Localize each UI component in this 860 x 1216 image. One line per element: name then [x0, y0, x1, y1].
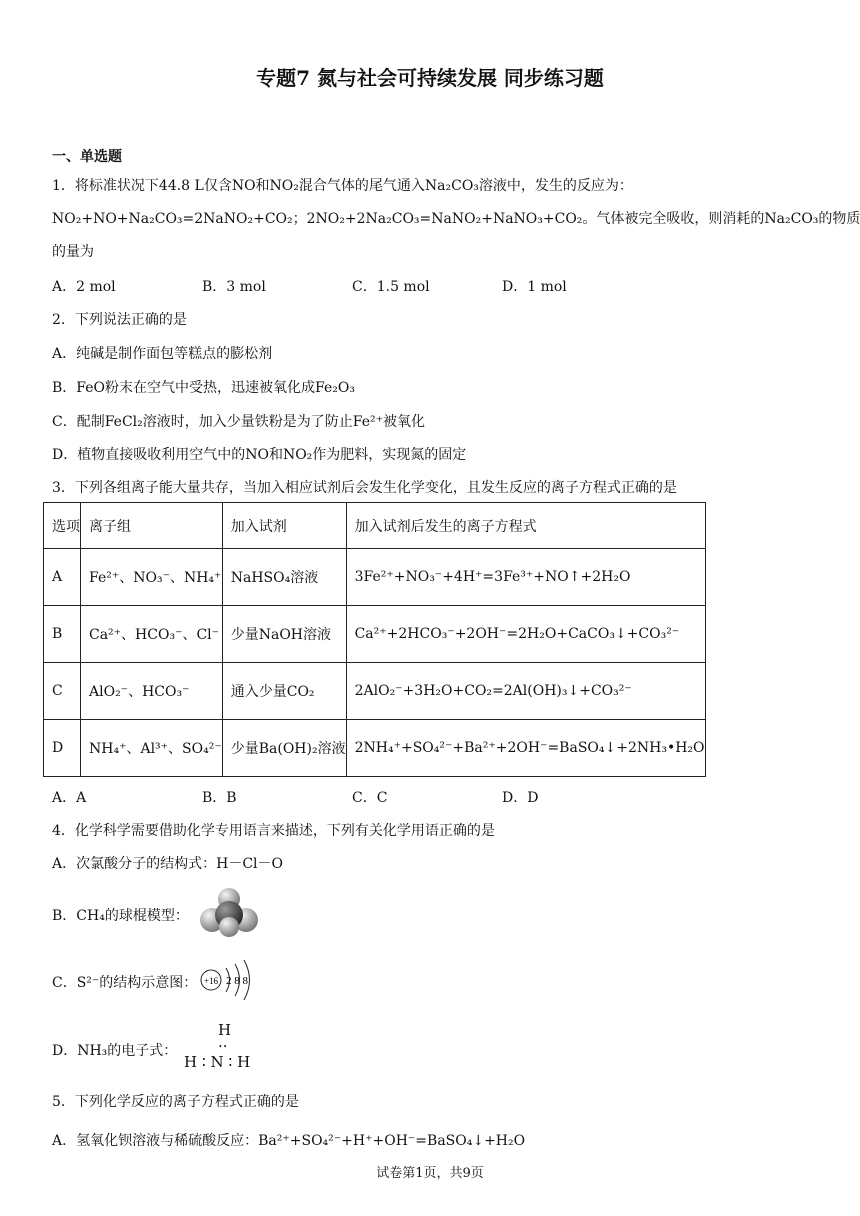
table-cell: NaHSO₄溶液 [222, 549, 346, 606]
q1-stem-line2: NO₂+NO+Na₂CO₃=2NaNO₂+CO₂；2NO₂+2Na₂CO₃=NaNO₂+NaNO₃+CO₂。气体被完全吸收，则消耗的Na₂CO₃的物质 [52, 211, 860, 227]
table-row [44, 720, 706, 777]
ammonia-electron-formula [184, 1021, 264, 1075]
table-header-cell: 加入试剂 [222, 503, 346, 549]
table-header-row [44, 503, 706, 549]
table-cell: Fe²⁺、NO₃⁻、NH₄⁺ [81, 549, 223, 606]
q5-stem: 5．下列化学反应的离子方程式正确的是 [52, 1094, 299, 1110]
ch4-ball-model-image [198, 886, 260, 938]
q4-option-d: D．NH₃的电子式： [52, 1043, 178, 1059]
q1-stem-line1: 1．将标准状况下44.8 L仅含NO和NO₂混合气体的尾气通入Na₂CO₃溶液中，发生的反应为： [52, 178, 633, 194]
q2-stem: 2．下列说法正确的是 [52, 312, 187, 328]
table-cell: 少量NaOH溶液 [222, 606, 346, 663]
table-cell: 3Fe²⁺+NO₃⁻+4H⁺=3Fe³⁺+NO↑+2H₂O [346, 549, 705, 606]
electron-formula-top-h: H [218, 1021, 232, 1039]
table-cell: B [44, 606, 81, 663]
q5-option-a: A．氢氧化钡溶液与稀硫酸反应：Ba²⁺+SO₄²⁻+H⁺+OH⁻=BaSO₄↓+H₂O [52, 1133, 526, 1149]
q2-option-b: B．FeO粉末在空气中受热，迅速被氧化成Fe₂O₃ [52, 380, 355, 396]
q3-option-d: D．D [502, 790, 539, 806]
table-header-cell: 选项 [44, 503, 81, 549]
page-title: 专题7 氮与社会可持续发展 同步练习题 [256, 66, 604, 90]
table-cell: NH₄⁺、Al³⁺、SO₄²⁻ [81, 720, 223, 777]
nucleus-charge-label: +16 [203, 976, 219, 986]
q3-option-b: B．B [202, 790, 237, 806]
q1-option-c: C．1.5 mol [352, 279, 430, 295]
table-row [44, 663, 706, 720]
table-row [44, 606, 706, 663]
q4-option-b: B．CH₄的球棍模型： [52, 908, 189, 924]
electron-formula-row: H ∶ N ∶ H [184, 1053, 251, 1071]
table-cell: D [44, 720, 81, 777]
q4-option-c: C．S²⁻的结构示意图： [52, 975, 198, 991]
table-cell: 少量Ba(OH)₂溶液 [222, 720, 346, 777]
table-cell: 通入少量CO₂ [222, 663, 346, 720]
q3-table [43, 502, 706, 777]
q1-option-b: B．3 mol [202, 279, 266, 295]
table-cell: AlO₂⁻、HCO₃⁻ [81, 663, 223, 720]
q2-option-d: D．植物直接吸收利用空气中的NO和NO₂作为肥料，实现氮的固定 [52, 447, 467, 463]
electron-formula-dots: ·· [218, 1037, 228, 1055]
table-cell: 2AlO₂⁻+3H₂O+CO₂=2Al(OH)₃↓+CO₃²⁻ [346, 663, 705, 720]
q1-stem-line3: 的量为 [52, 244, 94, 260]
table-cell: C [44, 663, 81, 720]
table-cell: Ca²⁺、HCO₃⁻、Cl⁻ [81, 606, 223, 663]
table-header-cell: 加入试剂后发生的离子方程式 [346, 503, 705, 549]
q4-option-a: A．次氯酸分子的结构式：H－Cl－O [52, 856, 283, 872]
q3-option-a: A．A [52, 790, 87, 806]
table-header-cell: 离子组 [81, 503, 223, 549]
q2-option-a: A．纯碱是制作面包等糕点的膨松剂 [52, 346, 273, 362]
table-row [44, 549, 706, 606]
q1-option-d: D．1 mol [502, 279, 567, 295]
table-cell: A [44, 549, 81, 606]
q4-stem: 4．化学科学需要借助化学专用语言来描述，下列有关化学用语正确的是 [52, 823, 495, 839]
section-heading: 一、单选题 [52, 149, 122, 165]
table-cell: 2NH₄⁺+SO₄²⁻+Ba²⁺+2OH⁻=BaSO₄↓+2NH₃•H₂O [346, 720, 705, 777]
table-cell: Ca²⁺+2HCO₃⁻+2OH⁻=2H₂O+CaCO₃↓+CO₃²⁻ [346, 606, 705, 663]
sulfide-ion-structure-diagram [199, 956, 259, 1004]
q3-stem: 3．下列各组离子能大量共存，当加入相应试剂后会发生化学变化，且发生反应的离子方程式正确的是 [52, 480, 677, 496]
page-footer: 试卷第1页，共9页 [376, 1166, 484, 1181]
q3-option-c: C．C [352, 790, 388, 806]
q2-option-c: C．配制FeCl₂溶液时，加入少量铁粉是为了防止Fe²⁺被氧化 [52, 414, 425, 430]
q1-option-a: A．2 mol [52, 279, 116, 295]
electron-count-label: 2 8 8 [226, 975, 248, 987]
